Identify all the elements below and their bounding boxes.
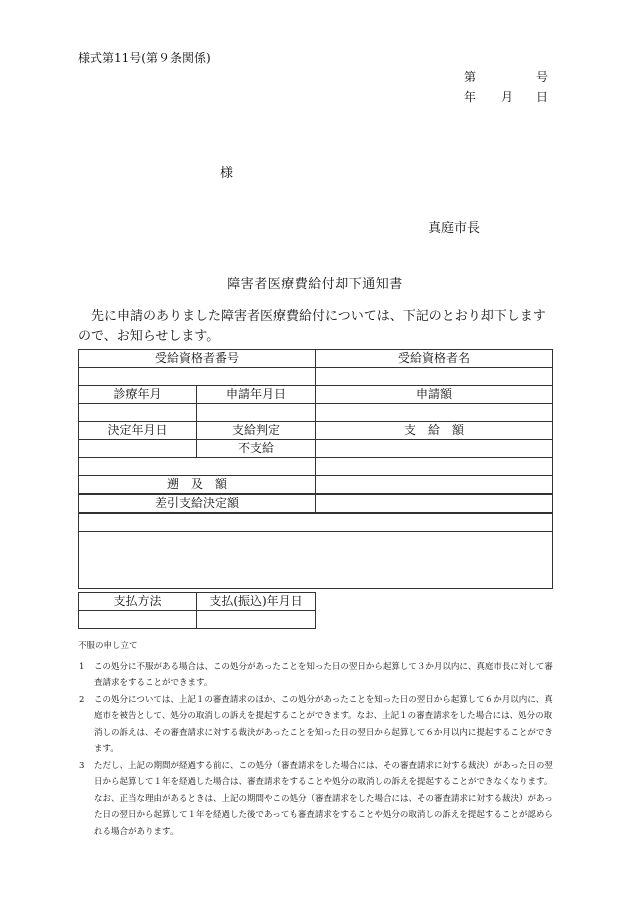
note-text: この処分に不服がある場合は、この処分があったことを知った日の翌日から起算して３か月以内に、真庭市長に対して審査請求をすることができます。 <box>94 661 553 688</box>
note-number: 1 <box>79 661 85 672</box>
note-text: この処分については、上記１の審査請求のほか、この処分があったことを知った日の翌日から起算して６か月以内に、真庭市を被告として、処分の取消しの訴えを提起することができます。なお、上記１の審査請求をした場合には、処分の取消しの訴えは、その審査請求に対する裁決があったことを知った日の翌日から起算して６か月以内に提起することができます。 <box>94 694 553 754</box>
note-item <box>78 692 553 758</box>
benefit-table <box>78 349 553 589</box>
net-payment-cell <box>316 494 553 513</box>
application-date-cell <box>197 404 316 422</box>
appeal-notes <box>78 638 553 840</box>
decision-date-label: 決定年月日 <box>79 422 197 440</box>
appeal-notes-heading: 不服の申し立て <box>78 641 138 651</box>
payment-method-label: 支払方法 <box>79 593 197 611</box>
blank-row <box>79 513 553 532</box>
date-day-label: 日 <box>536 90 549 104</box>
addressee-suffix: 様 <box>220 166 234 181</box>
blank-cell <box>316 458 553 476</box>
decision-date-cell <box>79 440 197 458</box>
treatment-month-label: 診療年月 <box>79 386 197 404</box>
doc-number-prefix: 第 <box>464 70 477 84</box>
payment-date-cell <box>197 611 316 629</box>
recipient-number-label: 受給資格者番号 <box>79 350 316 368</box>
net-payment-label: 差引支給決定額 <box>79 494 316 513</box>
retroactive-amount-label: 遡 及 額 <box>79 476 316 495</box>
note-number: 2 <box>79 694 85 705</box>
payment-date-label: 支払(振込)年月日 <box>197 593 316 611</box>
payment-judgment-label: 支給判定 <box>197 422 316 440</box>
note-number: 3 <box>79 760 85 771</box>
payment-table <box>78 592 316 629</box>
intro-paragraph: 先に申請のありました障害者医療費給付については、下記のとおり却下しますので、お知らせします。 <box>78 309 546 344</box>
application-amount-cell <box>316 404 553 422</box>
date-month-label: 月 <box>501 90 514 104</box>
note-item <box>78 659 553 692</box>
document-title: 障害者医療費給付却下通知書 <box>227 277 403 292</box>
remarks-area <box>79 532 553 589</box>
blank-cell <box>79 458 316 476</box>
application-date-label: 申請年月日 <box>197 386 316 404</box>
payment-method-cell <box>79 611 197 629</box>
payment-amount-cell <box>316 440 553 458</box>
sender-name: 真庭市長 <box>428 221 481 236</box>
retroactive-amount-cell <box>316 476 553 495</box>
payment-amount-label: 支 給 額 <box>316 422 553 440</box>
note-text: ただし、上記の期間が経過する前に、この処分（審査請求をした場合には、その審査請求に対する裁決）があった日の翌日から起算して１年を経過した場合は、審査請求をすることや処分の取消しの訴えを提起することができなくなります。なお、正当な理由があるときは、上記の期間やこの処分（審査請求をした場合には、その審査請求に対する裁決）があった日の翌日から起算して１年を経過した後であっても審査請求をすることや処分の取消しの訴えを提起することが認められる場合があります。 <box>94 760 553 837</box>
recipient-number-cell <box>79 368 316 386</box>
application-amount-label: 申請額 <box>316 386 553 404</box>
treatment-month-cell <box>79 404 197 422</box>
recipient-name-label: 受給資格者名 <box>316 350 553 368</box>
date-year-label: 年 <box>464 90 477 104</box>
recipient-name-cell <box>316 368 553 386</box>
note-item <box>78 758 553 841</box>
doc-number-suffix: 号 <box>536 70 549 84</box>
non-payment-label: 不支給 <box>197 440 316 458</box>
form-number: 様式第11号(第９条関係) <box>78 51 211 65</box>
